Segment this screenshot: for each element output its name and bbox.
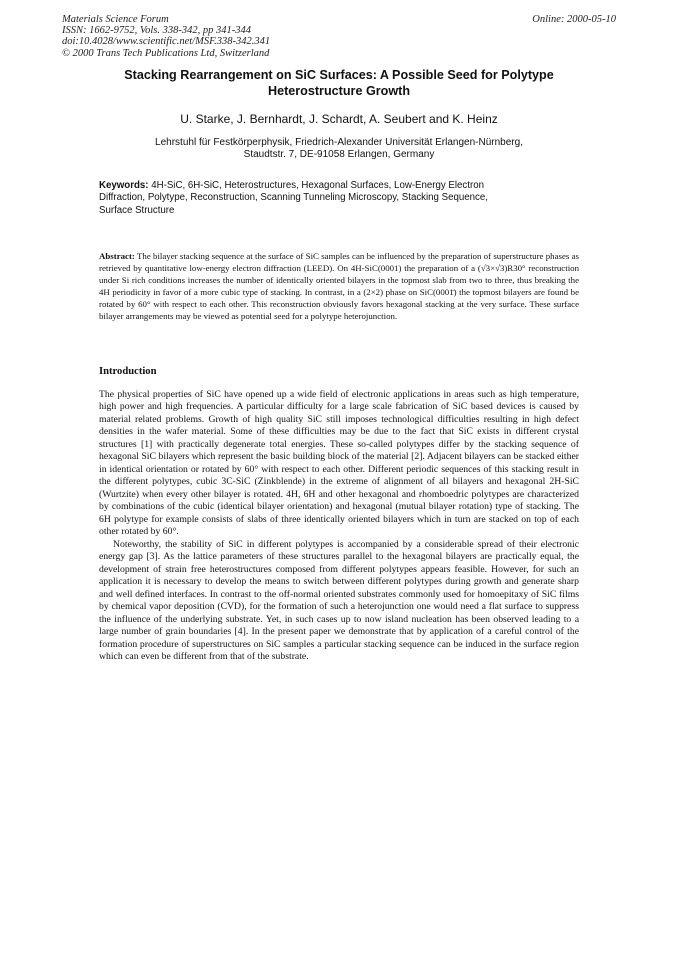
introduction-body — [99, 389, 579, 664]
introduction-heading: Introduction — [99, 366, 157, 377]
copyright-line: © 2000 Trans Tech Publications Ltd, Switzerland — [62, 47, 270, 59]
abstract-label: Abstract: — [99, 251, 135, 261]
affiliation — [80, 137, 598, 162]
intro-paragraph-2: Noteworthy, the stability of SiC in different polytypes is accompanied by a considerable spread of their electronic energy gap [3]. As the lattice parameters of these structures parallel to the hexagonal bilayers are practically equal, the development of strain free heterostructures composed from different polytypes appears feasible. However, for such an application it is necessary to develop the means to switch between different polytypes during growth and generate sharp and well defined interfaces. In contrast to the off-normal oriented substrates commonly used for homoepitaxy of SiC films by chemical vapor deposition (CVD), for the formation of such a heterojunction one would need a flat surface to suppress the influence of the underlying substrate. Yet, in such cases up to now island nucleation has been observed leading to a large number of grain boundaries [4]. In the present paper we demonstrate that by application of a careful control of the formation procedure of superstructures on SiC samples a particular stacking sequence can be induced in the surface region which can even be different from that of the substrate. — [99, 538, 579, 663]
doi-line: doi:10.4028/www.scientific.net/MSF.338-342.341 — [62, 36, 271, 48]
keywords-block — [99, 180, 519, 217]
abstract-text: The bilayer stacking sequence at the surface of SiC samples can be influenced by the preparation of superstructure phases as retrieved by quantitative low-energy electron diffraction (LEED). On 4H-SiC(0001) the preparation of a (√3×√3)R30° reconstruction under Si rich conditions increases the number of identically oriented bilayers in the topmost slab from two to three, thus breaking the 4H periodicity in favor of a more cubic type of stacking. In contrast, in a (2×2) phase on SiC(0001̄) the topmost bilayers are found be rotated by 60° with respect to each other. This reconstruction obviously favors hexagonal stacking at the very surface. These surface bilayer arrangements may be viewed as potential seed for a polytype heterojunction. — [99, 251, 579, 322]
citation-header — [62, 14, 270, 59]
journal-name: Materials Science Forum — [62, 14, 169, 25]
keywords-text: 4H-SiC, 6H-SiC, Heterostructures, Hexagonal Surfaces, Low-Energy Electron Diffraction, Polytype, Reconstruction, Scanning Tunneling Microscopy, Stacking Sequence, Surface Structure — [99, 180, 488, 216]
abstract-block — [99, 250, 579, 322]
paper-title: Stacking Rearrangement on SiC Surfaces: A Possible Seed for Polytype Heterostructure Growth — [124, 68, 554, 98]
issn-line: ISSN: 1662-9752, Vols. 338-342, pp 341-344 — [62, 25, 251, 37]
keywords-label: Keywords: — [99, 180, 149, 191]
affiliation-line-2: Staudtstr. 7, DE-91058 Erlangen, Germany — [243, 149, 435, 161]
author-list: U. Starke, J. Bernhardt, J. Schardt, A. Seubert and K. Heinz — [180, 112, 498, 126]
intro-paragraph-1: The physical properties of SiC have opened up a wide field of electronic applications in areas such as high temperature, high power and high frequencies. A particular difficulty for a large scale fabrication of SiC based devices is caused by material related problems. Growth of high quality SiC still imposes technological difficulties resulting in high defect densities in the wafer material. Some of these difficulties may be due to the fact that SiC exists in different crystal structures [1] with practically degenerate total energies. These so-called polytypes differ by the stacking sequence of hexagonal SiC bilayers which represent the basic building block of the material [2]. Adjacent bilayers can be stacked either in identical orientation or rotated by 60° with respect to each other. Different periodic sequences of this stacking result in the different polytypes, cubic 3C-SiC (Zinkblende) in the extreme of alignment of all bilayers and hexagonal 2H-SiC (Wurtzite) when every other bilayer is rotated. 4H, 6H and other hexagonal and rhomboedric polytypes are characterized by combinations of the cubic (identical bilayer orientation) and hexagonal (mutual bilayer rotation) type of stacking. The 6H polytype for example consists of slabs of three identically oriented bilayers which in turn are stacked on top of each other rotated by 60°. — [99, 389, 579, 538]
online-date: Online: 2000-05-10 — [532, 14, 616, 25]
affiliation-line-1: Lehrstuhl für Festkörperphysik, Friedrich-Alexander Universität Erlangen-Nürnberg, — [155, 137, 523, 148]
